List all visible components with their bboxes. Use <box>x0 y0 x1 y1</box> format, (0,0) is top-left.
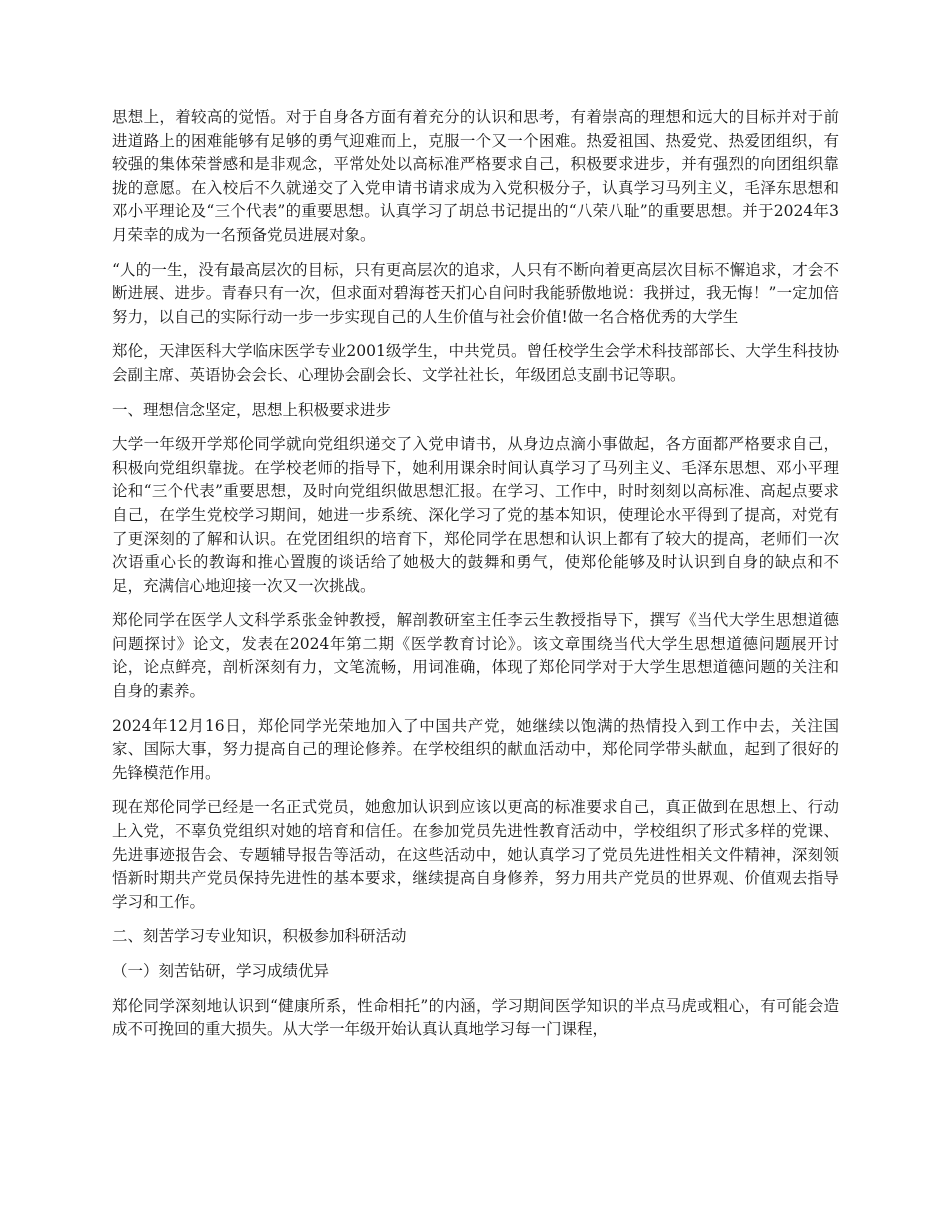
paragraph-section1-c: 2024年12月16日，郑伦同学光荣地加入了中国共产党，她继续以饱满的热情投入到工作中去，关注国家、国际大事，努力提高自己的理论修养。在学校组织的献血活动中，郑伦同学带头献血，起到了很好的先锋模范作用。 <box>112 716 839 782</box>
paragraph-section2-a: 郑伦同学深刻地认识到“健康所系，性命相托”的内涵，学习期间医学知识的半点马虎或粗心，有可能会造成不可挽回的重大损失。从大学一年级开始认真认真地学习每一门课程， <box>112 996 839 1039</box>
paragraph-section1-a: 大学一年级开学郑伦同学就向党组织递交了入党申请书，从身边点滴小事做起，各方面都严格要求自己，积极向党组织靠拢。在学校老师的指导下，她利用课余时间认真学习了马列主义、毛泽东思想、邓小平理论和“三个代表”重要思想，及时向党组织做思想汇报。在学习、工作中，时时刻刻以高标准、高起点要求自己，在学生党校学习期间，她进一步系统、深化学习了党的基本知识，使理论水平得到了提高，对党有了更深刻的了解和认识。在党团组织的培育下，郑伦同学在思想和认识上都有了较大的提高，老师们一次次语重心长的教诲和推心置腹的谈话给了她极大的鼓舞和勇气，使郑伦能够及时认识到自身的缺点和不足，充满信心地迎接一次又一次挑战。 <box>112 435 839 595</box>
paragraph-profile: 郑伦，天津医科大学临床医学专业2001级学生，中共党员。曾任校学生会学术科技部部长、大学生科技协会副主席、英语协会会长、心理协会副会长、文学社社长，年级团总支副书记等职。 <box>112 342 839 384</box>
paragraph-quote: “人的一生，没有最高层次的目标，只有更高层次的追求，人只有不断向着更高层次目标不懈追求，才会不断进展、进步。青春只有一次，但求面对碧海苍天扪心自问时我能骄傲地说：我拼过，我无悔！”一定加倍努力，以自己的实际行动一步一步实现自己的人生价值与社会价值!做一名合格优秀的大学生 <box>112 260 839 326</box>
paragraph-section1-d: 现在郑伦同学已经是一名正式党员，她愈加认识到应该以更高的标准要求自己，真正做到在思想上、行动上入党，不辜负党组织对她的培育和信任。在参加党员先进性教育活动中，学校组织了形式多样的党课、先进事迹报告会、专题辅导报告等活动，在这些活动中，她认真学习了党员先进性相关文件精神，深刻领悟新时期共产党员保持先进性的基本要求，继续提高自身修养，努力用共产党员的世界观、价值观去指导学习和工作。 <box>112 798 839 911</box>
document-page <box>112 106 839 1053</box>
paragraph-section1-b: 郑伦同学在医学人文科学系张金钟教授，解剖教研室主任李云生教授指导下，撰写《当代大学生思想道德问题探讨》论文，发表在2024年第二期《医学教育讨论》。该文章围绕当代大学生思想道德问题展开讨论，论点鲜亮，剖析深刻有力，文笔流畅，用词准确，体现了郑伦同学对于大学生思想道德问题的关注和自身的素养。 <box>112 611 839 701</box>
subsection-heading-2-1: （一）刻苦钻研，学习成绩优异 <box>112 962 330 980</box>
section-heading-1: 一、理想信念坚定，思想上积极要求进步 <box>112 400 392 419</box>
section-heading-2: 二、刻苦学习专业知识，积极参加科研活动 <box>112 927 407 946</box>
paragraph-intro: 思想上，着较高的觉悟。对于自身各方面有着充分的认识和思考，有着崇高的理想和远大的目标并对于前进道路上的困难能够有足够的勇气迎难而上，克服一个又一个困难。热爱祖国、热爱党、热爱团组织，有较强的集体荣誉感和是非观念，平常处处以高标准严格要求自己，积极要求进步，并有强烈的向团组织靠拢的意愿。在入校后不久就递交了入党申请书请求成为入党积极分子，认真学习马列主义，毛泽东思想和邓小平理论及“三个代表”的重要思想。认真学习了胡总书记提出的“八荣八耻”的重要思想。并于2024年3月荣幸的成为一名预备党员进展对象。 <box>112 108 839 244</box>
